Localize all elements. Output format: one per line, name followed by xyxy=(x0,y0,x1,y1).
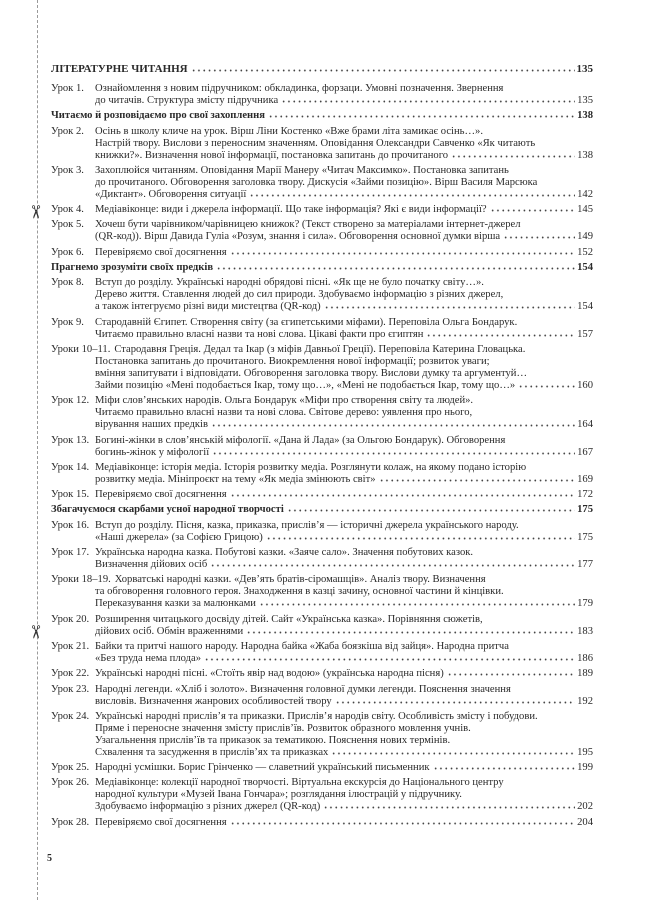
lesson-label: Урок 9. xyxy=(51,316,84,328)
toc-lesson-entry xyxy=(51,277,593,313)
lesson-label: Урок 17. xyxy=(51,547,90,559)
entry-page-number: 160 xyxy=(577,379,593,391)
entry-page-number: 192 xyxy=(577,695,593,707)
entry-text-line: книжки?». Визначення нової інформації, постановка запитань до прочитаного xyxy=(95,149,449,161)
dot-leader xyxy=(204,653,575,661)
entry-page-number: 145 xyxy=(577,204,593,216)
page-number: 5 xyxy=(47,853,52,864)
entry-text-line: Стародавня Греція. Дедал та Ікар (з міфів Давньої Греції). Переповіла Катерина Гловацька. xyxy=(114,343,526,355)
entry-text-line: Постановка запитань до прочитаного. Виокремлення нової інформації; розвиток уваги; xyxy=(95,355,490,367)
toc-lesson-entry xyxy=(51,219,593,243)
lesson-label: Урок 13. xyxy=(51,434,90,446)
dot-leader xyxy=(259,598,575,606)
entry-text-line: ЛІТЕРАТУРНЕ ЧИТАННЯ xyxy=(51,63,188,75)
toc-lesson-entry xyxy=(51,165,593,201)
toc-lesson-entry xyxy=(51,489,593,501)
dot-leader xyxy=(230,817,575,825)
lesson-label: Урок 23. xyxy=(51,683,90,695)
entry-text-line: Стародавній Єгипет. Створення світу (за єгипетськими міфами). Переповіла Ольга Бондарук. xyxy=(95,316,518,328)
entry-text-line: до читачів. Структура змісту підручника xyxy=(95,95,279,106)
toc-lesson-entry xyxy=(51,344,593,392)
entry-text-line: «Без труда нема плода» xyxy=(95,652,202,664)
entry-page-number: 154 xyxy=(577,301,593,313)
entry-text-line: Осінь в школу кличе на урок. Вірш Ліни Костенко «Вже брами літа замикає осінь…». xyxy=(95,125,484,137)
dot-leader xyxy=(281,95,575,103)
entry-text-line: Захоплюйся читанням. Оповідання Марії Манеру «Читач Максимко». Постановка запитань xyxy=(95,164,509,176)
entry-page-number: 152 xyxy=(577,246,593,258)
toc-part-heading xyxy=(51,63,593,75)
entry-text-line: Переказування казки за малюнками xyxy=(95,598,256,610)
entry-text-line: Медіавіконце: види і джерела інформації. Що таке інформація? Які є види інформації? xyxy=(95,204,487,216)
entry-text-line: Настрій твору. Вислови з переносним значенням. Оповідання Олександри Савченко «Як читають xyxy=(95,137,536,149)
toc-lesson-entry xyxy=(51,574,593,610)
entry-page-number: 204 xyxy=(577,816,593,828)
toc-lesson-entry xyxy=(51,684,593,708)
toc-lesson-entry xyxy=(51,547,593,571)
entry-text-line: Народні усмішки. Борис Грінченко — славетний український письменник xyxy=(95,762,430,774)
dot-leader xyxy=(191,64,575,72)
entry-text-line: богинь-жінок у міфології xyxy=(95,446,210,458)
entry-text-line: Вступ до розділу. Українські народні обрядові пісні. «Як ще не було початку світу…». xyxy=(95,277,484,289)
dot-leader xyxy=(324,301,575,309)
entry-page-number: 149 xyxy=(577,231,593,243)
dot-leader xyxy=(230,489,575,497)
dot-leader xyxy=(211,419,575,427)
dot-leader xyxy=(210,559,575,567)
dot-leader xyxy=(331,747,575,755)
entry-text-line: вірування наших предків xyxy=(95,419,208,431)
toc-lesson-entry xyxy=(51,247,593,259)
entry-text-line: Перевіряємо свої досягнення xyxy=(95,246,227,258)
entry-text-line: Пряме і переносне значення змісту прислів’їв. Розвиток образного мовлення учнів. xyxy=(95,722,471,734)
entry-page-number: 195 xyxy=(577,746,593,758)
dot-leader xyxy=(230,247,575,255)
entry-text-line: та обговорення головного героя. Знаходження в казці зачину, основної частини й кінцівки. xyxy=(95,586,504,598)
entry-text-line: висловів. Визначення жанрових особливостей твору xyxy=(95,695,332,707)
entry-page-number: 167 xyxy=(577,446,593,458)
entry-text-line: Читаємо правильно власні назви та нові слова. Світове дерево: уявлення про нього, xyxy=(95,407,473,419)
lesson-label: Урок 3. xyxy=(51,164,84,176)
toc-section-heading xyxy=(51,262,593,274)
entry-text-line: Узагальнення прислів’їв та приказок за тематикою. Пояснення нових термінів. xyxy=(95,734,451,746)
dot-leader xyxy=(246,626,575,634)
lesson-label: Урок 1. xyxy=(51,83,84,94)
toc-section-heading xyxy=(51,110,593,122)
cut-line-divider xyxy=(37,0,38,900)
lesson-label: Урок 2. xyxy=(51,125,84,137)
entry-text-line: Перевіряємо свої досягнення xyxy=(95,489,227,501)
lesson-label: Урок 24. xyxy=(51,710,90,722)
entry-text-line: Українські народні прислів’я та приказки. Прислів’я народів світу. Особливість змісту і побудови. xyxy=(95,710,538,722)
entry-text-line: вміння запитувати і відповідати. Обговорення заголовка твору. Вислови думку та аргументуй… xyxy=(95,367,528,379)
dot-leader xyxy=(268,110,575,118)
lesson-label: Урок 28. xyxy=(51,816,90,828)
dot-leader xyxy=(433,762,576,770)
dot-leader xyxy=(503,231,575,239)
dot-leader xyxy=(426,329,575,337)
toc-lesson-entry xyxy=(51,520,593,544)
lesson-label: Урок 4. xyxy=(51,204,84,216)
entry-page-number: 179 xyxy=(577,598,593,610)
lesson-label: Урок 20. xyxy=(51,613,90,625)
entry-text-line: Схвалення та засудження в прислів’ях та приказках xyxy=(95,746,329,758)
entry-text-line: (QR-код)). Вірш Давида Гуліа «Розум, знання і сила». Обговорення основної думки вірша xyxy=(95,231,501,243)
entry-text-line: розвитку медіа. Мініпроєкт на тему «Як медіа змінюють світ» xyxy=(95,473,376,485)
entry-page-number: 157 xyxy=(577,328,593,340)
entry-text-line: Збагачуємося скарбами усної народної творчості xyxy=(51,504,284,516)
entry-text-line: Вступ до розділу. Пісня, казка, приказка, прислів’я — історичні джерела українського народу. xyxy=(95,519,519,531)
dot-leader xyxy=(490,204,575,212)
lesson-label: Урок 25. xyxy=(51,762,90,774)
entry-page-number: 175 xyxy=(577,531,593,543)
entry-text-line: народної культури «Музей Івана Гончара»; розглядання ілюстрацій у підручнику. xyxy=(95,789,462,801)
entry-text-line: до прочитаного. Обговорення заголовка твору. Дискусія «Займи позицію». Вірш Василя Марсюка xyxy=(95,176,538,188)
toc-lesson-entry xyxy=(51,711,593,759)
lesson-label: Урок 14. xyxy=(51,461,90,473)
scissors-icon: ✂ xyxy=(25,624,46,640)
entry-text-line: Українські народні пісні. «Стоїть явір над водою» (українська народна пісня) xyxy=(95,668,444,680)
entry-page-number: 186 xyxy=(577,652,593,664)
entry-text-line: Хорватські народні казки. «Дев’ять братів-сіромашців». Аналіз твору. Визначення xyxy=(114,574,486,586)
lesson-label: Урок 26. xyxy=(51,777,90,789)
entry-text-line: дійових осіб. Обмін враженнями xyxy=(95,625,244,637)
entry-text-line: Богині-жінки в слов’янській міфології. «Дана й Лада» (за Ольгою Бондарук). Обговорення xyxy=(95,434,506,446)
entry-text-line: Читаємо правильно власні назви та нові слова. Цікаві факти про єгиптян xyxy=(95,328,424,340)
table-of-contents xyxy=(51,63,593,829)
entry-text-line: «Наші джерела» (за Софією Грицою) xyxy=(95,531,263,543)
toc-lesson-entry xyxy=(51,641,593,665)
toc-lesson-entry xyxy=(51,435,593,459)
entry-text-line: Українська народна казка. Побутові казки. «Заяче сало». Значення побутових казок. xyxy=(95,547,474,559)
entry-page-number: 138 xyxy=(577,110,593,122)
lesson-label: Урок 8. xyxy=(51,277,84,289)
entry-page-number: 135 xyxy=(576,63,593,75)
dot-leader xyxy=(249,189,575,197)
dot-leader xyxy=(266,532,575,540)
lesson-label: Уроки 18–19. xyxy=(51,574,111,586)
entry-page-number: 183 xyxy=(577,625,593,637)
entry-text-line: Медіавіконце: колекції народної творчості. Віртуальна екскурсія до Національного центру xyxy=(95,777,504,789)
dot-leader xyxy=(451,150,575,158)
dot-leader xyxy=(379,474,576,482)
entry-page-number: 138 xyxy=(577,149,593,161)
lesson-label: Уроки 10–11. xyxy=(51,343,111,355)
entry-text-line: «Диктант». Обговорення ситуації xyxy=(95,188,247,200)
dot-leader xyxy=(335,696,575,704)
entry-text-line: Розширення читацького досвіду дітей. Сайт «Українська казка». Порівняння сюжетів, xyxy=(95,613,483,625)
toc-lesson-entry xyxy=(51,762,593,774)
entry-text-line: Байки та притчі нашого народу. Народна байка «Жаба боязкіша від зайця». Народна притча xyxy=(95,640,509,652)
lesson-label: Урок 16. xyxy=(51,519,90,531)
entry-text-line: Займи позицію «Мені подобається Ікар, тому що…», «Мені не подобається Ікар, тому що…» xyxy=(95,379,516,391)
entry-page-number: 169 xyxy=(577,473,593,485)
toc-section-heading xyxy=(51,504,593,516)
entry-text-line: Перевіряємо свої досягнення xyxy=(95,816,227,828)
dot-leader xyxy=(323,801,575,809)
entry-text-line: Народні легенди. «Хліб і золото». Визначення головної думки легенди. Пояснення значення xyxy=(95,683,511,695)
entry-page-number: 202 xyxy=(577,801,593,813)
lesson-label: Урок 21. xyxy=(51,640,90,652)
toc-lesson-entry xyxy=(51,668,593,680)
entry-page-number: 142 xyxy=(577,188,593,200)
toc-lesson-entry xyxy=(51,462,593,486)
toc-lesson-entry xyxy=(51,777,593,813)
entry-page-number: 177 xyxy=(577,559,593,571)
dot-leader xyxy=(216,262,575,270)
entry-text-line: Ознайомлення з новим підручником: обкладинка, форзаци. Умовні позначення. Звернення xyxy=(95,83,504,94)
entry-text-line: Прагнемо зрозуміти своїх предків xyxy=(51,262,214,274)
entry-page-number: 189 xyxy=(577,668,593,680)
entry-page-number: 154 xyxy=(577,262,593,274)
entry-text-line: Хочеш бути чарівником/чарівницею книжок? (Текст створено за матеріалами інтернет-джерел xyxy=(95,219,521,231)
toc-lesson-entry xyxy=(51,204,593,216)
dot-leader xyxy=(287,504,575,512)
lesson-label: Урок 5. xyxy=(51,219,84,231)
entry-page-number: 172 xyxy=(577,489,593,501)
entry-text-line: Дерево життя. Ставлення людей до сил природи. Здобуваємо інформацію з різних джерел, xyxy=(95,289,504,301)
lesson-label: Урок 15. xyxy=(51,489,90,501)
entry-page-number: 175 xyxy=(577,504,593,516)
entry-text-line: а також інтегруємо різні види мистецтва (QR-код) xyxy=(95,301,321,313)
scissors-icon: ✂ xyxy=(25,204,46,220)
entry-text-line: Медіавіконце: історія медіа. Історія розвитку медіа. Розглянути колаж, на якому подано історію xyxy=(95,461,527,473)
toc-lesson-entry xyxy=(51,817,593,829)
toc-lesson-entry xyxy=(51,395,593,431)
toc-lesson-entry xyxy=(51,317,593,341)
toc-lesson-entry xyxy=(51,614,593,638)
dot-leader xyxy=(212,447,575,455)
lesson-label: Урок 6. xyxy=(51,246,84,258)
dot-leader xyxy=(518,380,575,388)
dot-leader xyxy=(447,668,575,676)
entry-text-line: Читаємо й розповідаємо про свої захоплення xyxy=(51,110,265,122)
toc-lesson-entry xyxy=(51,83,593,107)
toc-lesson-entry xyxy=(51,126,593,162)
entry-page-number: 135 xyxy=(577,95,593,106)
lesson-label: Урок 22. xyxy=(51,668,90,680)
entry-text-line: Здобуваємо інформацію з різних джерел (QR-код) xyxy=(95,801,321,813)
lesson-label: Урок 12. xyxy=(51,395,90,407)
entry-page-number: 164 xyxy=(577,419,593,431)
entry-page-number: 199 xyxy=(577,762,593,774)
entry-text-line: Міфи слов’янських народів. Ольга Бондарук «Міфи про створення світу та людей». xyxy=(95,395,474,407)
entry-text-line: Визначення дійових осіб xyxy=(95,559,208,571)
